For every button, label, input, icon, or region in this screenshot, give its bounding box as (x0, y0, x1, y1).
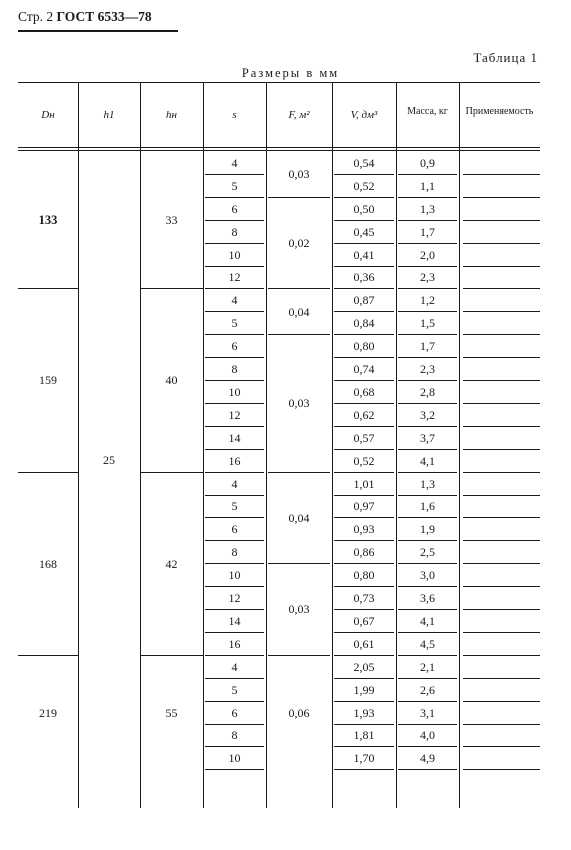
cell-volume: 0,36 (353, 270, 375, 285)
cell-s: 6 (231, 339, 238, 354)
cell-s: 8 (231, 545, 238, 560)
row-rule-usage (463, 769, 540, 770)
row-rule-usage (463, 380, 540, 381)
cell-f: 0,04 (288, 304, 310, 319)
cell-mass: 3,1 (420, 705, 435, 720)
cell-s: 14 (228, 430, 241, 445)
col-hn-header: hн (166, 108, 177, 121)
cell-mass: 4,1 (420, 453, 435, 468)
row-rule-usage (463, 724, 540, 725)
row-rule-usage (463, 243, 540, 244)
cell-s: 8 (231, 362, 238, 377)
col-f-header: F, м² (288, 108, 310, 121)
cell-s: 16 (228, 453, 241, 468)
cell-volume: 0,87 (353, 293, 375, 308)
cell-volume: 0,50 (353, 201, 375, 216)
cell-volume: 0,97 (353, 499, 375, 514)
row-rule-usage (463, 426, 540, 427)
cell-s: 6 (231, 705, 238, 720)
cell-hn: 42 (165, 556, 178, 571)
cell-mass: 4,9 (420, 751, 435, 766)
cell-hn: 55 (165, 705, 178, 720)
cell-mass: 3,0 (420, 568, 435, 583)
cell-volume: 1,70 (353, 751, 375, 766)
cell-volume: 0,86 (353, 545, 375, 560)
row-rule-v (334, 769, 394, 770)
row-rule-usage (463, 311, 540, 312)
cell-f: 0,03 (288, 602, 310, 617)
page-header (18, 9, 152, 25)
header-bottom-rule (18, 147, 540, 148)
cell-s: 5 (231, 178, 238, 193)
cell-mass: 2,0 (420, 247, 435, 262)
cell-s: 6 (231, 201, 238, 216)
row-rule-usage (463, 472, 540, 473)
cell-mass: 2,3 (420, 270, 435, 285)
row-rule-s (205, 769, 264, 770)
col-mass-header: Масса, кг (407, 106, 448, 117)
row-rule-usage (463, 288, 540, 289)
cell-mass: 3,6 (420, 591, 435, 606)
cell-mass: 1,9 (420, 522, 435, 537)
cell-volume: 0,80 (353, 339, 375, 354)
row-rule-usage (463, 746, 540, 747)
cell-f: 0,02 (288, 236, 310, 251)
row-rule-usage (463, 655, 540, 656)
cell-f: 0,06 (288, 705, 310, 720)
cell-volume: 0,73 (353, 591, 375, 606)
cell-s: 6 (231, 522, 238, 537)
cell-dn: 133 (38, 212, 58, 227)
cell-mass: 1,6 (420, 499, 435, 514)
col-dn-header: Dн (41, 108, 55, 121)
row-rule-usage (463, 266, 540, 267)
row-rule-usage (463, 403, 540, 404)
row-rule-usage (463, 495, 540, 496)
cell-volume: 0,74 (353, 362, 375, 377)
cell-mass: 1,3 (420, 201, 435, 216)
cell-f: 0,03 (288, 396, 310, 411)
cell-s: 5 (231, 682, 238, 697)
cell-mass: 2,3 (420, 362, 435, 377)
cell-volume: 1,81 (353, 728, 375, 743)
column-rule (459, 82, 460, 808)
cell-volume: 0,84 (353, 316, 375, 331)
cell-s: 4 (231, 293, 238, 308)
cell-s: 8 (231, 728, 238, 743)
col-v-header: V, дм³ (350, 108, 378, 121)
header-rule (18, 30, 178, 32)
cell-s: 10 (228, 568, 241, 583)
cell-s: 4 (231, 476, 238, 491)
row-rule-usage (463, 540, 540, 541)
cell-s: 10 (228, 247, 241, 262)
row-rule-usage (463, 609, 540, 610)
cell-volume: 0,45 (353, 224, 375, 239)
cell-mass: 3,2 (420, 407, 435, 422)
cell-mass: 1,2 (420, 293, 435, 308)
cell-mass: 1,7 (420, 224, 435, 239)
cell-mass: 2,1 (420, 659, 435, 674)
row-rule-usage (463, 220, 540, 221)
cell-mass: 1,1 (420, 178, 435, 193)
row-rule-usage (463, 174, 540, 175)
cell-s: 14 (228, 613, 241, 628)
cell-volume: 0,67 (353, 613, 375, 628)
cell-volume: 0,68 (353, 384, 375, 399)
cell-dn: 168 (39, 556, 57, 571)
cell-mass: 4,0 (420, 728, 435, 743)
cell-volume: 0,41 (353, 247, 375, 262)
cell-s: 5 (231, 499, 238, 514)
cell-volume: 1,99 (353, 682, 375, 697)
cell-volume: 0,80 (353, 568, 375, 583)
cell-hn: 40 (165, 373, 178, 388)
standard-code: ГОСТ 6533—78 (56, 9, 152, 24)
cell-mass: 1,5 (420, 316, 435, 331)
row-rule-usage (463, 449, 540, 450)
cell-volume: 0,57 (353, 430, 375, 445)
cell-s: 4 (231, 659, 238, 674)
cell-mass: 4,1 (420, 613, 435, 628)
cell-f: 0,03 (288, 167, 310, 182)
cell-dn: 219 (39, 705, 57, 720)
row-rule-usage (463, 357, 540, 358)
cell-volume: 2,05 (353, 659, 375, 674)
cell-mass: 1,3 (420, 476, 435, 491)
cell-h1: 25 (103, 453, 115, 468)
row-rule-m (398, 769, 457, 770)
cell-s: 12 (228, 270, 241, 285)
cell-volume: 1,93 (353, 705, 375, 720)
col-h1-header: h1 (103, 108, 115, 121)
row-rule-usage (463, 701, 540, 702)
row-rule-usage (463, 197, 540, 198)
row-rule-usage (463, 517, 540, 518)
cell-volume: 0,52 (353, 453, 375, 468)
page-ref: Стр. 2 (18, 9, 54, 24)
col-s-header: s (232, 108, 237, 121)
cell-volume: 0,61 (353, 636, 375, 651)
cell-s: 5 (231, 316, 238, 331)
cell-hn: 33 (165, 212, 178, 227)
col-usage-header: Применяемость (465, 106, 534, 117)
cell-mass: 3,7 (420, 430, 435, 445)
cell-mass: 0,9 (420, 155, 435, 170)
row-rule-usage (463, 563, 540, 564)
cell-volume: 1,01 (353, 476, 375, 491)
cell-s: 12 (228, 591, 241, 606)
cell-dn: 159 (39, 373, 57, 388)
cell-s: 10 (228, 751, 241, 766)
cell-s: 12 (228, 407, 241, 422)
cell-mass: 2,8 (420, 384, 435, 399)
cell-s: 8 (231, 224, 238, 239)
cell-volume: 0,62 (353, 407, 375, 422)
cell-s: 4 (231, 155, 238, 170)
cell-s: 16 (228, 636, 241, 651)
table-subtitle: Размеры в мм (241, 66, 340, 80)
row-rule-usage (463, 586, 540, 587)
cell-f: 0,04 (288, 510, 310, 525)
cell-mass: 4,5 (420, 636, 435, 651)
cell-mass: 1,7 (420, 339, 435, 354)
cell-volume: 0,54 (353, 155, 375, 170)
row-rule-usage (463, 678, 540, 679)
row-rule-usage (463, 632, 540, 633)
cell-s: 10 (228, 384, 241, 399)
cell-volume: 0,52 (353, 178, 375, 193)
table-label: Таблица 1 (473, 50, 538, 65)
cell-mass: 2,6 (420, 682, 435, 697)
cell-volume: 0,93 (353, 522, 375, 537)
cell-mass: 2,5 (420, 545, 435, 560)
row-rule-usage (463, 334, 540, 335)
